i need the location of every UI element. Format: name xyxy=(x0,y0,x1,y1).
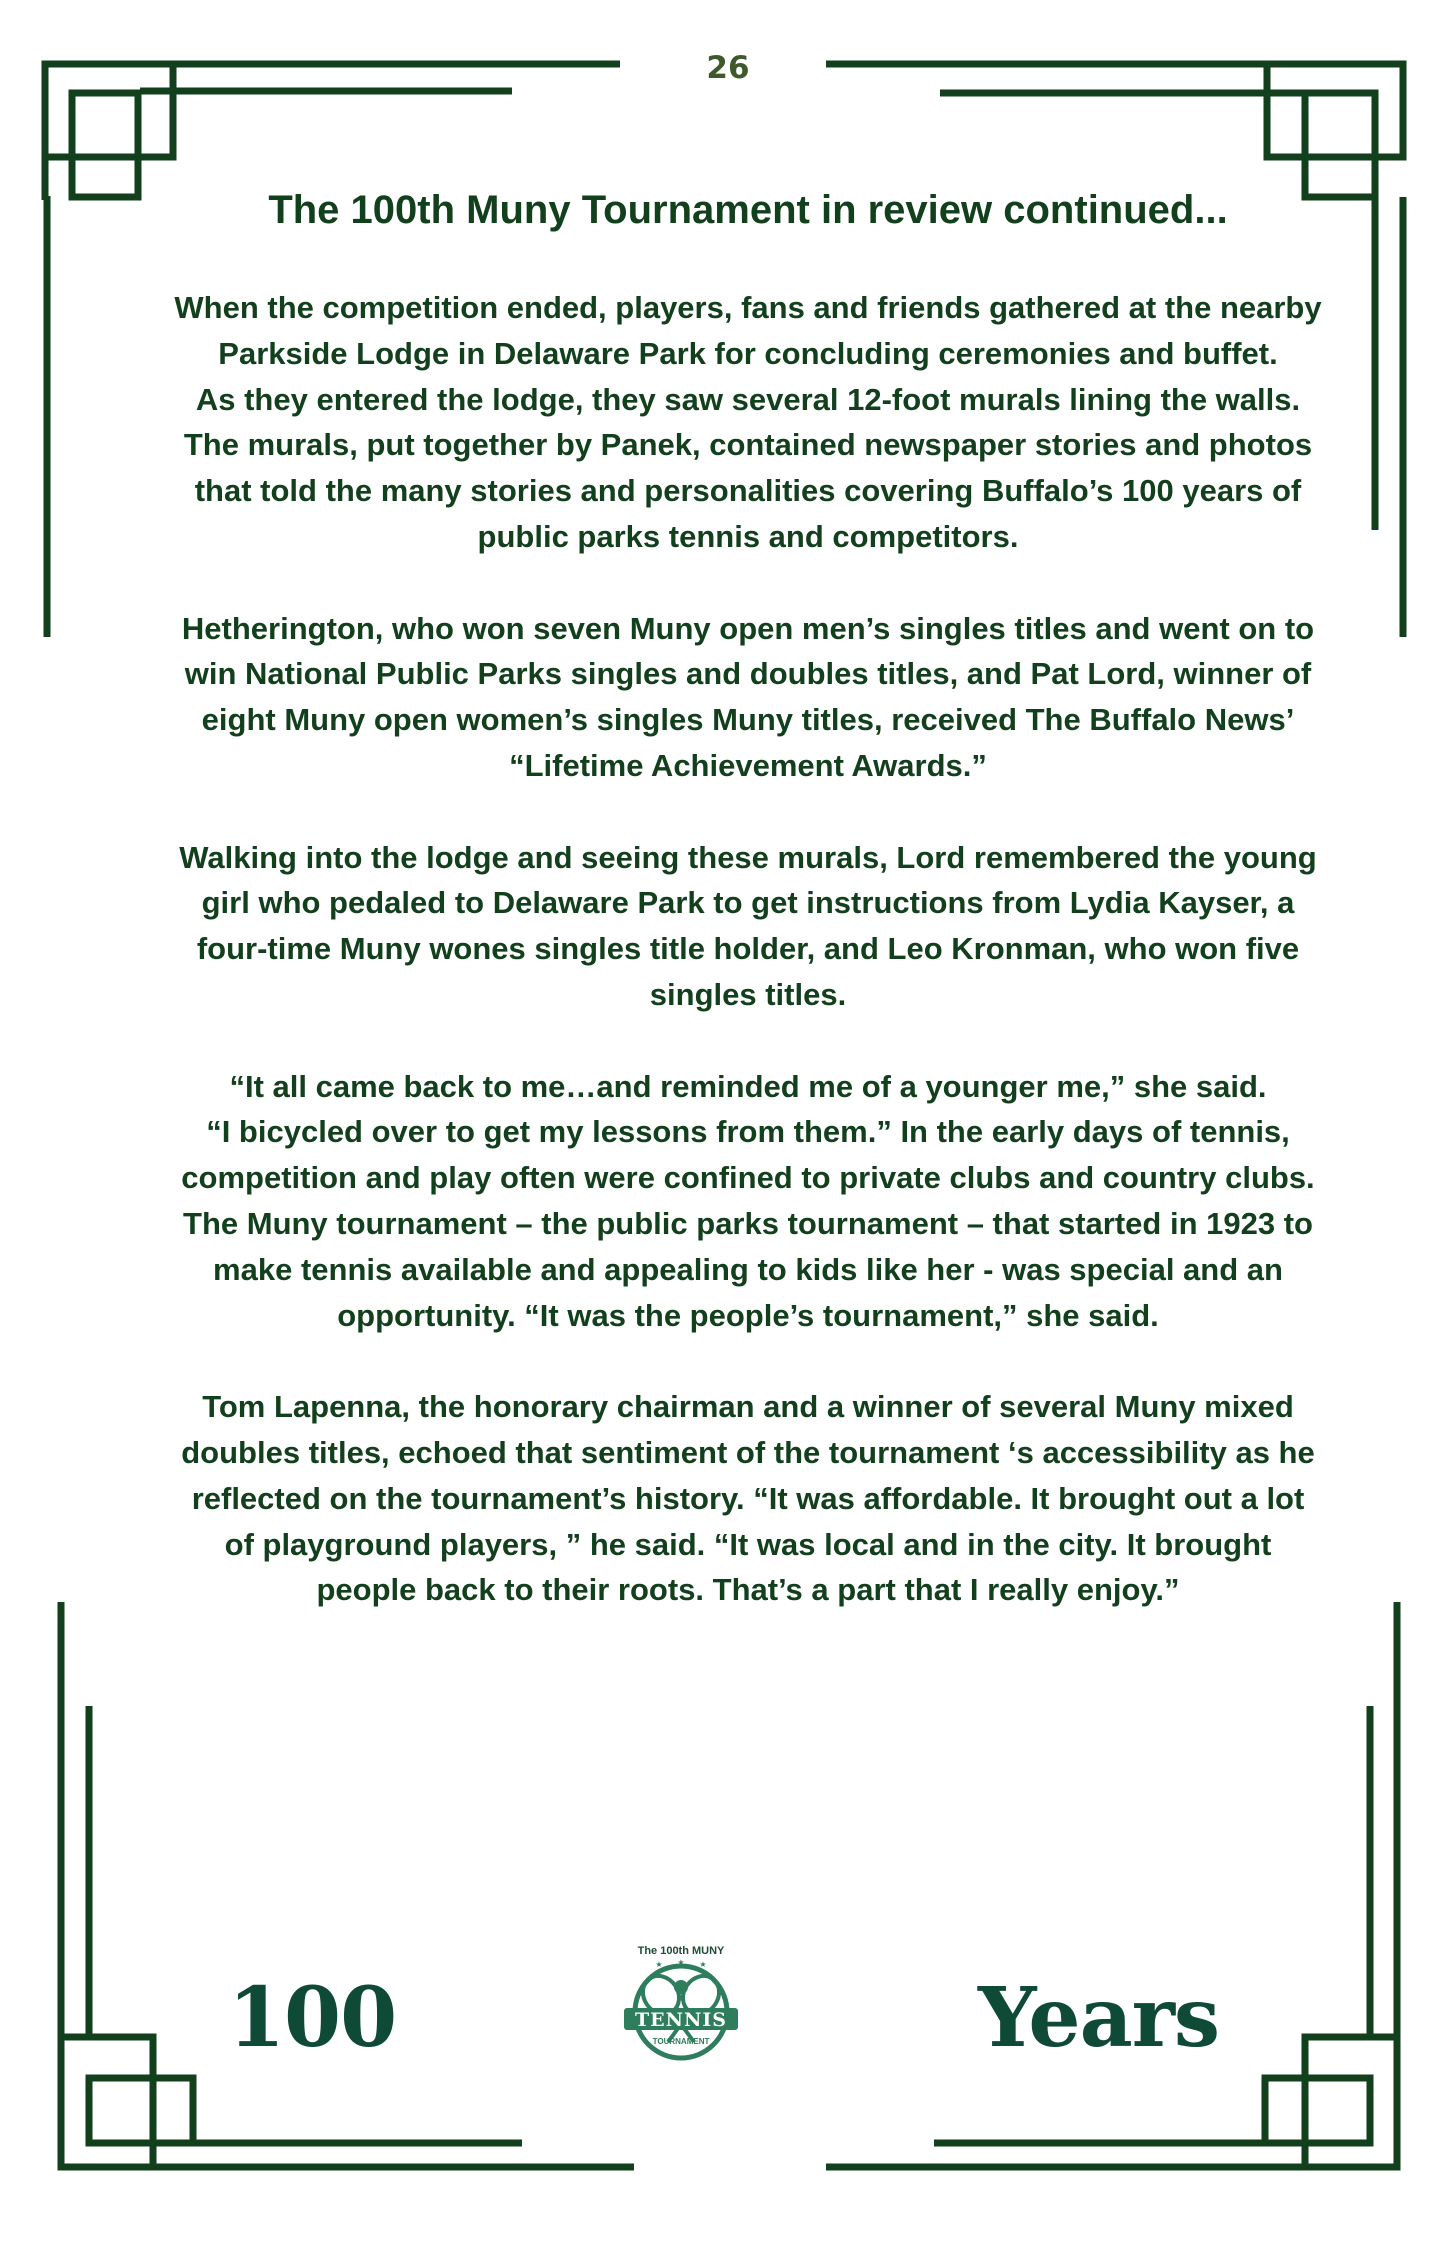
frame-corner-bottom-left xyxy=(61,1602,634,2167)
text-line: Parkside Lodge in Delaware Park for concluding ceremonies and buffet. xyxy=(218,335,1278,371)
text-line: When the competition ended, players, fans and friends gathered at the nearby xyxy=(174,290,1322,325)
paragraph xyxy=(118,1064,1378,1339)
text-line: Walking into the lodge and seeing these murals, Lord remembered the young xyxy=(179,839,1317,875)
logo-main-text: TENNIS xyxy=(635,2009,727,2031)
text-line: people back to their roots. That’s a part that I really enjoy.” xyxy=(316,1572,1180,1608)
paragraph xyxy=(118,285,1378,560)
tennis-tournament-logo xyxy=(606,1940,756,2090)
text-line: win National Public Parks singles and doubles titles, and Pat Lord, winner of xyxy=(184,656,1312,692)
paragraph xyxy=(118,606,1378,789)
page-number: 26 xyxy=(706,50,750,86)
footer-word-years: Years xyxy=(978,1970,1220,2066)
text-line: “I bicycled over to get my lessons from them.” In the early days of tennis, xyxy=(206,1114,1290,1150)
text-line: singles titles. xyxy=(649,976,847,1012)
text-line: competition and play often were confined to private clubs and country clubs. xyxy=(181,1160,1315,1196)
text-line: The murals, put together by Panek, contained newspaper stories and photos xyxy=(183,427,1313,463)
logo-bottom-text: TOURNAMENT xyxy=(652,2037,710,2046)
text-line: eight Muny open women’s singles Muny titles, received The Buffalo News’ xyxy=(201,702,1295,738)
svg-text:★: ★ xyxy=(699,1960,707,1969)
paragraph xyxy=(118,835,1378,1018)
crossed-rackets-icon xyxy=(636,1969,727,2042)
text-line: The Muny tournament – the public parks tournament – that started in 1923 to xyxy=(183,1205,1313,1241)
svg-text:★: ★ xyxy=(655,1960,663,1969)
text-line: public parks tennis and competitors. xyxy=(477,518,1019,554)
text-line: Hetherington, who won seven Muny open men’s singles titles and went on to xyxy=(181,610,1315,646)
text-line: that told the many stories and personalities covering Buffalo’s 100 years of xyxy=(194,473,1302,509)
footer-word-100: 100 xyxy=(228,1970,397,2066)
text-line: four-time Muny wones singles title holder, and Leo Kronman, who won five xyxy=(196,931,1300,967)
article-body xyxy=(118,285,1378,1659)
page-title: The 100th Muny Tournament in review continued... xyxy=(268,188,1228,232)
text-line: “It all came back to me…and reminded me of a younger me,” she said. xyxy=(229,1068,1267,1104)
paragraph xyxy=(118,1384,1378,1613)
text-line: opportunity. “It was the people’s tournament,” she said. xyxy=(337,1297,1159,1333)
tennis-ball-icon xyxy=(674,1980,688,1994)
svg-text:★: ★ xyxy=(677,1958,685,1967)
text-line: “Lifetime Achievement Awards.” xyxy=(509,747,987,783)
text-line: make tennis available and appealing to kids like her - was special and an xyxy=(213,1251,1283,1287)
text-line: of playground players, ” he said. “It was local and in the city. It brought xyxy=(224,1526,1272,1562)
frame-corner-bottom-right xyxy=(826,1602,1397,2167)
text-line: girl who pedaled to Delaware Park to get instructions from Lydia Kayser, a xyxy=(201,885,1295,921)
text-line: Tom Lapenna, the honorary chairman and a winner of several Muny mixed xyxy=(202,1389,1294,1425)
text-line: doubles titles, echoed that sentiment of the tournament ‘s accessibility as he xyxy=(181,1434,1315,1470)
logo-top-text: The 100th MUNY xyxy=(637,1945,725,1957)
text-line: As they entered the lodge, they saw several 12-foot murals lining the walls. xyxy=(195,381,1301,417)
text-line: reflected on the tournament’s history. “It was affordable. It brought out a lot xyxy=(191,1480,1305,1516)
